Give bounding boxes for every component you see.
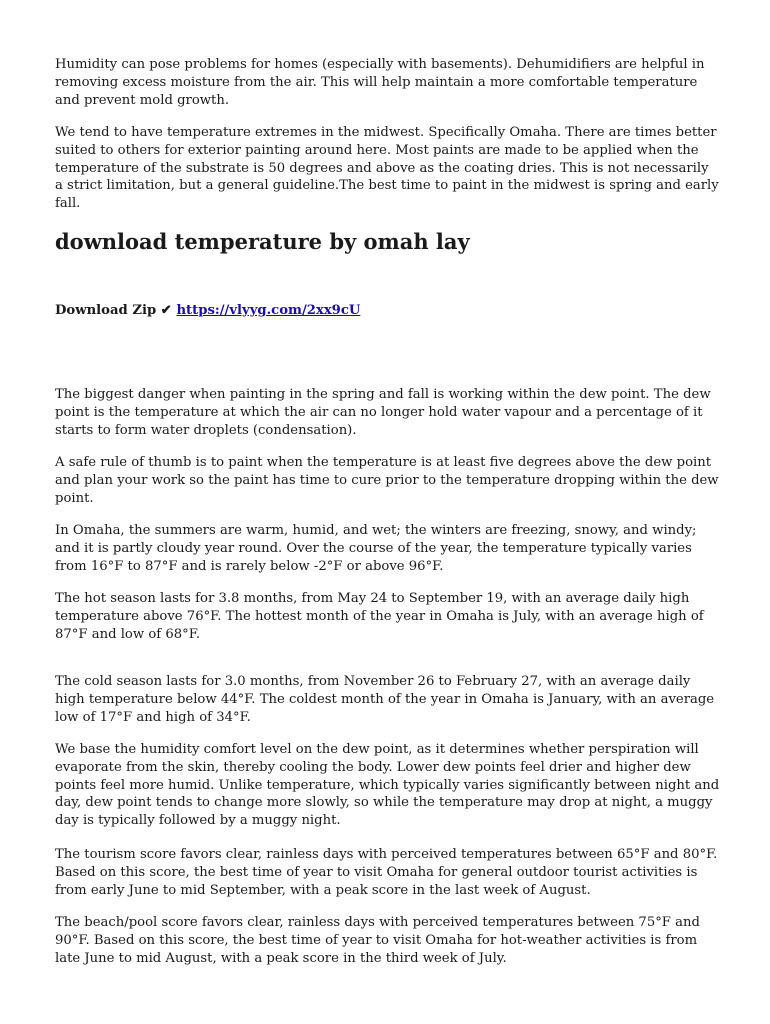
download-link[interactable]: https://vlyyg.com/2xx9cU	[176, 303, 361, 318]
download-label: Download Zip	[55, 303, 157, 318]
paragraph-midwest-extremes: We tend to have temperature extremes in the midwest. Specifically Omaha. There are times better suited to others for exterior painting around here. Most paints are made to be applied when the temperature of the substrate is 50 degrees and above as the coating dries. This is not necessarily a strict limitation, but a general guideline.The best time to paint in the midwest is spring and early fall.	[55, 125, 719, 212]
paragraph-beach-score: The beach/pool score favors clear, rainless days with perceived temperatures between 75°F and 90°F. Based on this score, the best time of year to visit Omaha for hot-weather activities is from late June to mid August, with a peak score in the third week of July.	[55, 915, 700, 966]
paragraph-hot-season: The hot season lasts for 3.8 months, from May 24 to September 19, with an average daily high temperature above 76°F. The hottest month of the year in Omaha is July, with an average high of 87°F and low of 68°F.	[55, 591, 704, 642]
page-title: download temperature by omah lay	[55, 229, 470, 254]
paragraph-rule-of-thumb: A safe rule of thumb is to paint when the temperature is at least five degrees above the dew point and plan your work so the paint has time to cure prior to the temperature dropping within the dew point.	[55, 455, 719, 506]
paragraph-humidity-comfort: We base the humidity comfort level on the dew point, as it determines whether perspiration will evaporate from the skin, thereby cooling the body. Lower dew points feel drier and higher dew points feel more humid. Unlike temperature, which typically varies significantly between night and day, dew point tends to change more slowly, so while the temperature may drop at night, a muggy day is typically followed by a muggy night.	[55, 742, 720, 829]
paragraph-humidity: Humidity can pose problems for homes (especially with basements). Dehumidifiers are helpful in removing excess moisture from the air. This will help maintain a more comfortable temperature and prevent mold growth.	[55, 57, 705, 108]
download-line	[55, 302, 360, 320]
paragraph-dew-point: The biggest danger when painting in the spring and fall is working within the dew point. The dew point is the temperature at which the air can no longer hold water vapour and a percentage of it starts to form water droplets (condensation).	[55, 387, 711, 438]
paragraph-tourism-score: The tourism score favors clear, rainless days with perceived temperatures between 65°F and 80°F. Based on this score, the best time of year to visit Omaha for general outdoor tourist activities is from early June to mid September, with a peak score in the last week of August.	[55, 847, 718, 898]
paragraph-omaha-climate: In Omaha, the summers are warm, humid, and wet; the winters are freezing, snowy, and windy; and it is partly cloudy year round. Over the course of the year, the temperature typically varies from 16°F to 87°F and is rarely below -2°F or above 96°F.	[55, 523, 697, 574]
download-arrow-icon: ✔	[160, 303, 172, 318]
paragraph-cold-season: The cold season lasts for 3.0 months, from November 26 to February 27, with an average daily high temperature below 44°F. The coldest month of the year in Omaha is January, with an average low of 17°F and high of 34°F.	[55, 674, 715, 725]
